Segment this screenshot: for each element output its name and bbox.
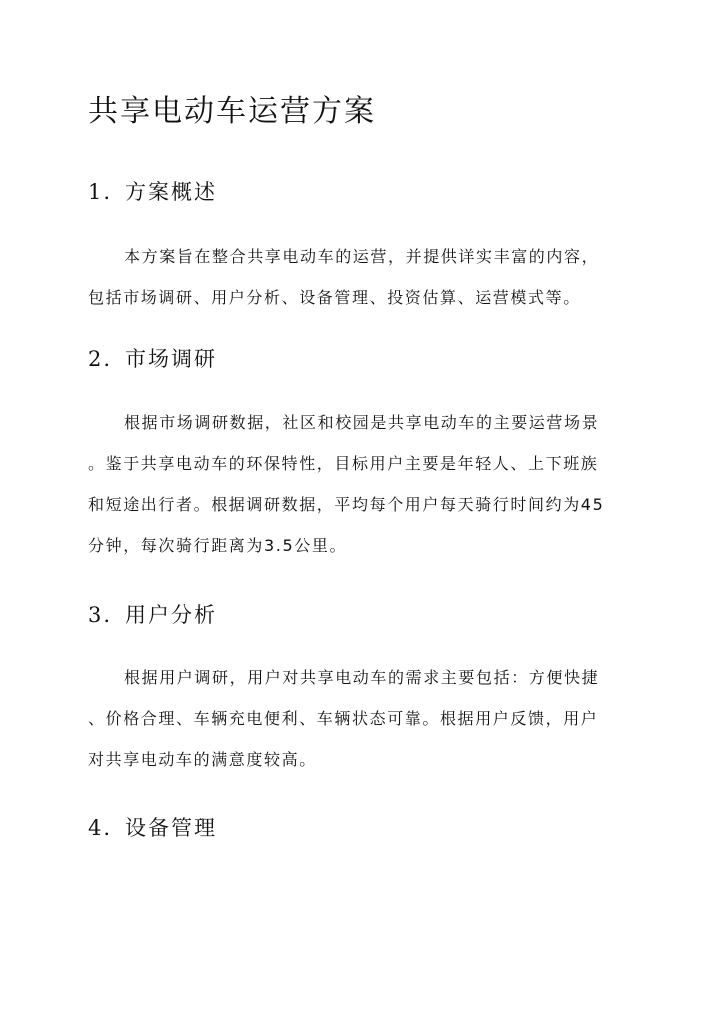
- paragraph-line: 分钟，每次骑行距离为3.5公里。: [88, 536, 348, 555]
- section-number: 2.: [88, 347, 113, 371]
- section-heading-overview: [88, 176, 217, 206]
- paragraph-line: 。鉴于共享电动车的环保特性，目标用户主要是年轻人、上下班族: [88, 454, 599, 473]
- section-paragraph-overview: [88, 236, 634, 318]
- section-number: 1.: [88, 180, 113, 204]
- paragraph-line: 、价格合理、车辆充电便利、车辆状态可靠。根据用户反馈，用户: [88, 709, 599, 728]
- paragraph-line: 本方案旨在整合共享电动车的运营，并提供详实丰富的内容，: [124, 247, 600, 266]
- paragraph-line: 对共享电动车的满意度较高。: [88, 750, 317, 769]
- section-heading-equipment-management: [88, 812, 217, 842]
- section-heading-market-research: [88, 343, 217, 373]
- section-title: 用户分析: [125, 603, 217, 627]
- paragraph-line: 根据用户调研，用户对共享电动车的需求主要包括：方便快捷: [124, 668, 600, 687]
- paragraph-line: 和短途出行者。根据调研数据，平均每个用户每天骑行时间约为45: [88, 495, 605, 514]
- section-paragraph-user-analysis: [88, 657, 634, 780]
- section-title: 方案概述: [125, 180, 217, 204]
- section-number: 3.: [88, 603, 113, 627]
- paragraph-line: 包括市场调研、用户分析、设备管理、投资估算、运营模式等。: [88, 288, 581, 307]
- section-paragraph-market-research: [88, 402, 634, 566]
- document-title: 共享电动车运营方案: [88, 94, 376, 129]
- section-number: 4.: [88, 816, 113, 840]
- section-heading-user-analysis: [88, 599, 217, 629]
- paragraph-line: 根据市场调研数据，社区和校园是共享电动车的主要运营场景: [124, 413, 600, 432]
- section-title: 市场调研: [125, 347, 217, 371]
- section-title: 设备管理: [125, 816, 217, 840]
